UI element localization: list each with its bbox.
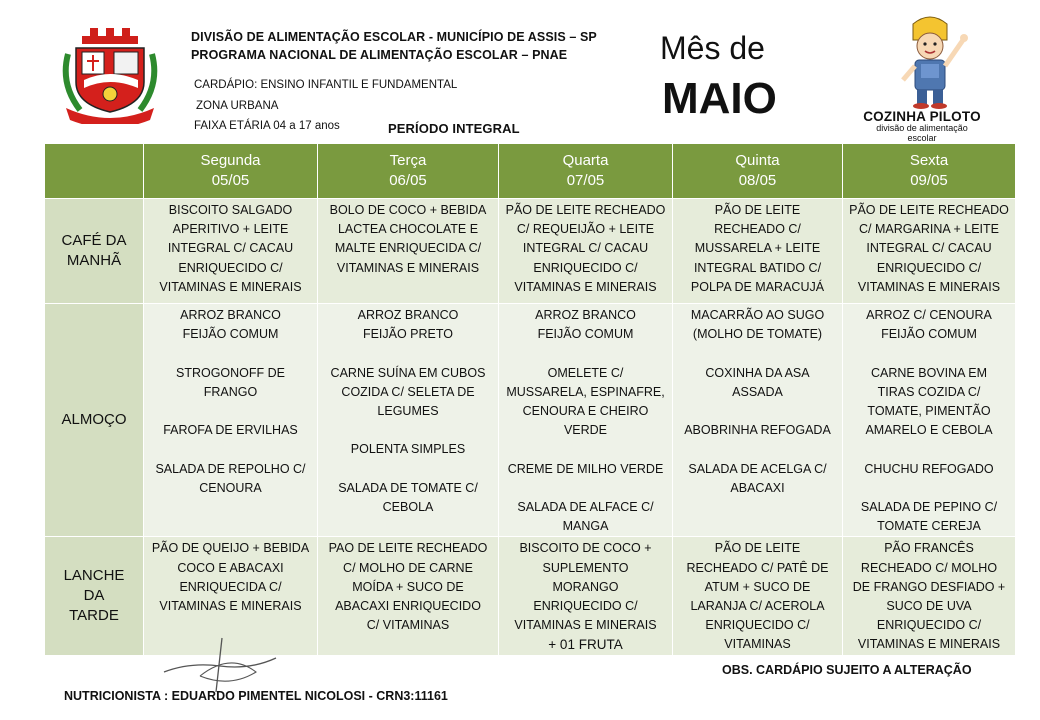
- menu-cell: [499, 199, 673, 304]
- menu-item-line: COXINHA DA ASA: [705, 365, 810, 380]
- menu-item-line: MORANGO: [552, 579, 619, 594]
- menu-item-line: ABACAXI: [730, 480, 785, 495]
- month-title: MAIO: [662, 74, 777, 123]
- day-header: Quinta 08/05: [673, 144, 843, 199]
- menu-item-line: VITAMINAS E MINERAIS: [336, 260, 480, 275]
- menu-item-line: POLENTA SIMPLES: [350, 442, 466, 457]
- meal-label-line: TARDE: [69, 607, 119, 624]
- day-header: Terça 06/05: [318, 144, 499, 199]
- menu-item-line: ASSADA: [732, 384, 783, 399]
- menu-item-line: DE FRANGO DESFIADO +: [852, 579, 1006, 594]
- menu-item-line: INTEGRAL C/ CACAU: [167, 241, 294, 256]
- menu-item-line: MUSSARELA + LEITE: [694, 241, 821, 256]
- menu-item-line: INTEGRAL BATIDO C/: [693, 260, 822, 275]
- menu-item-line: BISCOITO SALGADO: [168, 203, 293, 217]
- menu-item-line: RECHEADO C/ PATÊ DE: [686, 560, 829, 575]
- menu-item-line: TIRAS COZIDA C/: [877, 384, 981, 399]
- brand-subtitle: divisão de alimentação escolar: [876, 123, 968, 143]
- meal-label-line: LANCHE: [63, 567, 125, 584]
- menu-item-line: CARNE SUÍNA EM CUBOS: [330, 365, 486, 380]
- menu-item-line: VITAMINAS E MINERAIS: [857, 637, 1001, 652]
- menu-cell: [499, 537, 673, 655]
- menu-item-line: CARNE BOVINA EM: [871, 365, 987, 380]
- menu-item-line: SUPLEMENTO: [542, 560, 629, 575]
- menu-cell: [499, 304, 673, 537]
- menu-item-line: [673, 344, 842, 363]
- menu-item-line: AMARELO E CEBOLA: [865, 423, 993, 438]
- header-cardapio: CARDÁPIO: ENSINO INFANTIL E FUNDAMENTAL: [194, 79, 458, 91]
- menu-item-line: FEIJÃO PRETO: [362, 327, 454, 342]
- menu-item-line: MUSSARELA, ESPINAFRE,: [506, 384, 665, 399]
- menu-item-line: COCO E ABACAXI: [177, 560, 284, 575]
- municipal-crest-logo: [58, 24, 162, 124]
- menu-item-line: TOMATE, PIMENTÃO: [867, 404, 991, 418]
- menu-item-line: LACTEA CHOCOLATE E: [337, 222, 479, 237]
- menu-item-line: INTEGRAL C/ CACAU: [522, 241, 649, 256]
- menu-item-line: ENRIQUECIDO C/: [876, 618, 982, 633]
- menu-item-line: C/ MOLHO DE CARNE: [343, 560, 473, 575]
- menu-item-line: [843, 479, 1015, 498]
- menu-item-line: ABACAXI ENRIQUECIDO: [335, 599, 481, 613]
- day-header: Segunda 05/05: [144, 144, 318, 199]
- menu-item-line: MOÍDA + SUCO DE: [352, 579, 464, 594]
- menu-item-line: [673, 440, 842, 459]
- menu-item-line: VITAMINAS: [724, 637, 791, 652]
- month-prefix: Mês de: [660, 30, 765, 66]
- menu-item-line: ARROZ BRANCO: [357, 308, 459, 322]
- menu-item-line: ARROZ BRANCO: [535, 308, 636, 322]
- menu-item-line: [318, 344, 498, 363]
- menu-item-line: C/ REQUEIJÃO + LEITE: [516, 222, 655, 237]
- menu-item-line: [499, 479, 672, 498]
- menu-item-line: ENRIQUECIDO C/: [705, 618, 810, 633]
- menu-cell: [673, 199, 843, 304]
- menu-item-line: COZIDA C/ SELETA DE: [341, 384, 475, 399]
- brand-logo-text: [862, 109, 982, 143]
- meal-label: [45, 199, 144, 304]
- menu-item-line: VERDE: [563, 423, 608, 438]
- menu-item-line: SALADA DE PEPINO C/: [860, 499, 998, 514]
- menu-item-line: ATUM + SUCO DE: [704, 579, 811, 594]
- menu-item-line: ABOBRINHA REFOGADA: [684, 423, 831, 438]
- menu-item-line: FEIJÃO COMUM: [881, 327, 977, 342]
- menu-cell: [843, 304, 1016, 537]
- day-header: Sexta 09/05: [843, 144, 1016, 199]
- menu-cell: [673, 537, 843, 655]
- header-faixa-etaria: FAIXA ETÁRIA 04 a 17 anos: [194, 120, 340, 132]
- menu-item-line: PÃO DE QUEIJO + BEBIDA: [151, 541, 310, 556]
- menu-item-line: SUCO DE UVA: [886, 599, 972, 613]
- menu-item-line: [144, 402, 317, 421]
- menu-item-line: [843, 344, 1015, 363]
- menu-item-line: APERITIVO + LEITE: [172, 222, 289, 237]
- menu-cell: [318, 304, 499, 537]
- meal-label: [45, 304, 144, 537]
- menu-item-line: VITAMINAS E MINERAIS: [159, 279, 302, 294]
- menu-item-line: POLPA DE MARACUJÁ: [690, 279, 825, 294]
- menu-cell: [318, 199, 499, 304]
- menu-item-line: PÃO DE LEITE: [714, 541, 801, 556]
- meal-label-line: MANHÃ: [66, 252, 122, 269]
- menu-cell: [144, 199, 318, 304]
- menu-item-line: PÃO DE LEITE: [714, 203, 801, 217]
- header-corner-cell: [45, 144, 144, 199]
- menu-cell: [843, 199, 1016, 304]
- menu-cell: [673, 304, 843, 537]
- menu-item-line: CEBOLA: [382, 499, 434, 514]
- menu-item-line: INTEGRAL C/ CACAU: [866, 241, 992, 256]
- menu-item-line: SALADA DE ALFACE C/: [517, 499, 654, 514]
- meal-row: [45, 304, 1016, 537]
- menu-item-line: PÃO DE LEITE RECHEADO: [505, 203, 666, 217]
- meal-label: [45, 537, 144, 655]
- menu-item-line: SALADA DE REPOLHO C/: [155, 461, 306, 476]
- menu-item-line: C/ VITAMINAS: [366, 618, 450, 633]
- menu-item-line: OMELETE C/: [547, 365, 624, 380]
- menu-item-line: [318, 421, 498, 440]
- header-zona: ZONA URBANA: [196, 100, 279, 112]
- menu-item-line: RECHEADO C/: [714, 222, 801, 237]
- menu-item-line: (MOLHO DE TOMATE): [692, 327, 823, 342]
- menu-table: [44, 143, 1016, 656]
- menu-item-line: TOMATE CEREJA: [877, 519, 981, 534]
- menu-item-line: FEIJÃO COMUM: [182, 327, 279, 342]
- menu-item-line: MACARRÃO AO SUGO: [690, 308, 825, 322]
- menu-item-line: BISCOITO DE COCO +: [519, 541, 652, 556]
- menu-item-line: ARROZ BRANCO: [180, 308, 281, 322]
- menu-item-line: MANGA: [562, 519, 609, 534]
- meal-label-line: ALMOÇO: [61, 411, 127, 429]
- brand-name: COZINHA PILOTO: [863, 109, 981, 124]
- meal-label-line: CAFÉ DA: [61, 232, 127, 249]
- signature-mark: [160, 632, 280, 694]
- menu-item-line: ENRIQUECIDO C/: [533, 260, 638, 275]
- menu-item-line: STROGONOFF DE: [175, 365, 286, 380]
- menu-item-line: FRANGO: [203, 384, 258, 399]
- header-program-title: PROGRAMA NACIONAL DE ALIMENTAÇÃO ESCOLAR – PNAE: [191, 48, 568, 62]
- menu-item-line: VITAMINAS E MINERAIS: [857, 279, 1001, 294]
- menu-item-line: C/ MARGARINA + LEITE: [859, 222, 999, 237]
- menu-item-line: [499, 440, 672, 459]
- menu-item-line: VITAMINAS E MINERAIS: [514, 618, 657, 633]
- menu-item-line: CENOURA E CHEIRO: [522, 404, 649, 418]
- menu-item-line: ARROZ C/ CENOURA: [866, 308, 992, 322]
- meal-label-line: DA: [83, 587, 105, 604]
- meal-row: [45, 199, 1016, 304]
- menu-item-line: FEIJÃO COMUM: [537, 327, 634, 342]
- menu-item-line: SALADA DE ACELGA C/: [688, 461, 827, 476]
- menu-item-line: ENRIQUECIDA C/: [179, 579, 282, 594]
- menu-item-line: ENRIQUECIDO C/: [533, 599, 638, 613]
- header-division-title: DIVISÃO DE ALIMENTAÇÃO ESCOLAR - MUNICÍPIO DE ASSIS – SP: [191, 30, 597, 44]
- menu-item-line: ENRIQUECIDO C/: [178, 260, 283, 275]
- menu-item-line: PÃO DE LEITE RECHEADO: [849, 203, 1009, 217]
- menu-item-line: CHUCHU REFOGADO: [864, 461, 994, 476]
- menu-item-line: PAO DE LEITE RECHEADO: [328, 541, 488, 556]
- table-header-row: [45, 144, 1016, 199]
- menu-item-line: CREME DE MILHO VERDE: [507, 461, 664, 476]
- menu-item-line: SALADA DE TOMATE C/: [338, 480, 478, 495]
- menu-item-line: [318, 460, 498, 479]
- menu-item-line: MALTE ENRIQUECIDA C/: [334, 241, 482, 256]
- menu-item-line: ENRIQUECIDO C/: [876, 260, 982, 275]
- menu-item-line: [499, 344, 672, 363]
- observation-note: OBS. CARDÁPIO SUJEITO A ALTERAÇÃO: [722, 663, 972, 677]
- menu-item-line: CENOURA: [199, 480, 262, 495]
- menu-item-line: [144, 440, 317, 459]
- mascot-chef-icon: [885, 10, 975, 110]
- menu-item-line: BOLO DE COCO + BEBIDA: [329, 203, 487, 217]
- menu-item-line: [843, 440, 1015, 459]
- nutritionist-credit: NUTRICIONISTA : EDUARDO PIMENTEL NICOLOSI - CRN3:11161: [64, 689, 448, 703]
- menu-item-line: LARANJA C/ ACEROLA: [690, 599, 825, 613]
- menu-cell: [843, 537, 1016, 655]
- menu-item-line: FAROFA DE ERVILHAS: [163, 423, 298, 438]
- menu-cell: [144, 304, 318, 537]
- menu-item-line: + 01 FRUTA: [548, 637, 623, 653]
- menu-item-line: VITAMINAS E MINERAIS: [514, 279, 657, 294]
- menu-item-line: RECHEADO C/ MOLHO: [860, 560, 998, 575]
- menu-item-line: VITAMINAS E MINERAIS: [159, 599, 302, 613]
- menu-item-line: [144, 344, 317, 363]
- day-header: Quarta 07/05: [499, 144, 673, 199]
- menu-item-line: LEGUMES: [377, 404, 439, 418]
- menu-item-line: PÃO FRANCÊS: [884, 541, 974, 556]
- header-periodo: PERÍODO INTEGRAL: [388, 121, 520, 136]
- menu-item-line: [673, 402, 842, 421]
- menu-cell: [318, 537, 499, 655]
